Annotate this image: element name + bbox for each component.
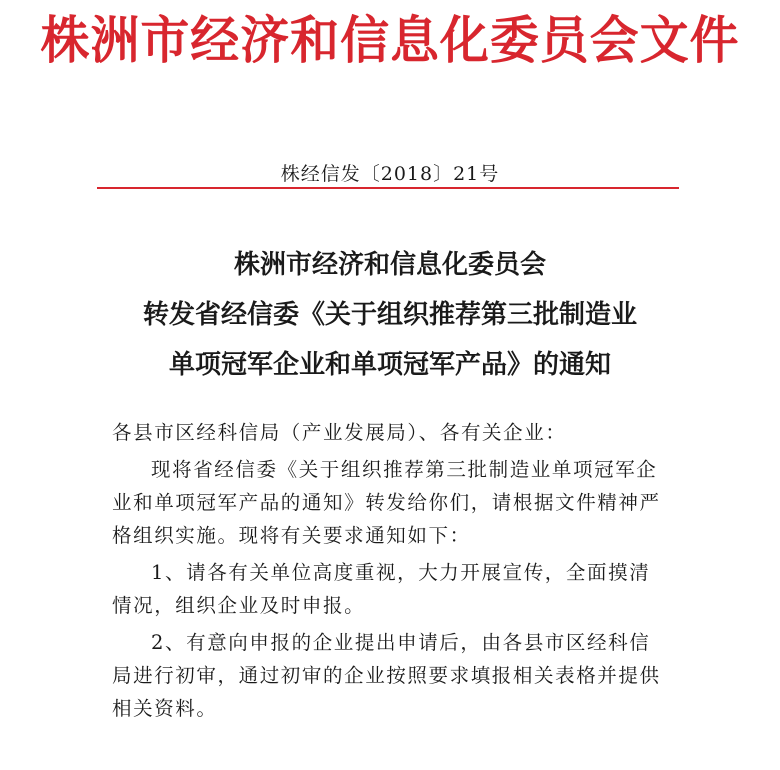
document-header-title: 株洲市经济和信息化委员会文件	[40, 11, 740, 71]
paragraph-item-2: 2、有意向申报的企业提出申请后，由各县市区经科信局进行初审，通过初审的企业按照要求填报相关表格并提供相关资料。	[112, 631, 661, 720]
red-divider-line	[97, 187, 679, 189]
paragraph-intro: 现将省经信委《关于组织推荐第三批制造业单项冠军企业和单项冠军产品的通知》转发给你们，请根据文件精神严格组织实施。现将有关要求通知如下：	[112, 458, 661, 547]
notice-title	[0, 240, 780, 390]
notice-title-line-3: 单项冠军企业和单项冠军产品》的通知	[168, 350, 611, 380]
salutation: 各县市区经科信局（产业发展局）、各有关企业：	[112, 421, 567, 444]
paragraph-item-1: 1、请各有关单位高度重视，大力开展宣传，全面摸清情况，组织企业及时申报。	[112, 561, 651, 617]
document-number: 株经信发〔2018〕21号	[280, 163, 500, 185]
notice-title-line-1: 株洲市经济和信息化委员会	[233, 250, 546, 280]
notice-body	[112, 416, 664, 725]
notice-title-line-2: 转发省经信委《关于组织推荐第三批制造业	[142, 300, 637, 330]
